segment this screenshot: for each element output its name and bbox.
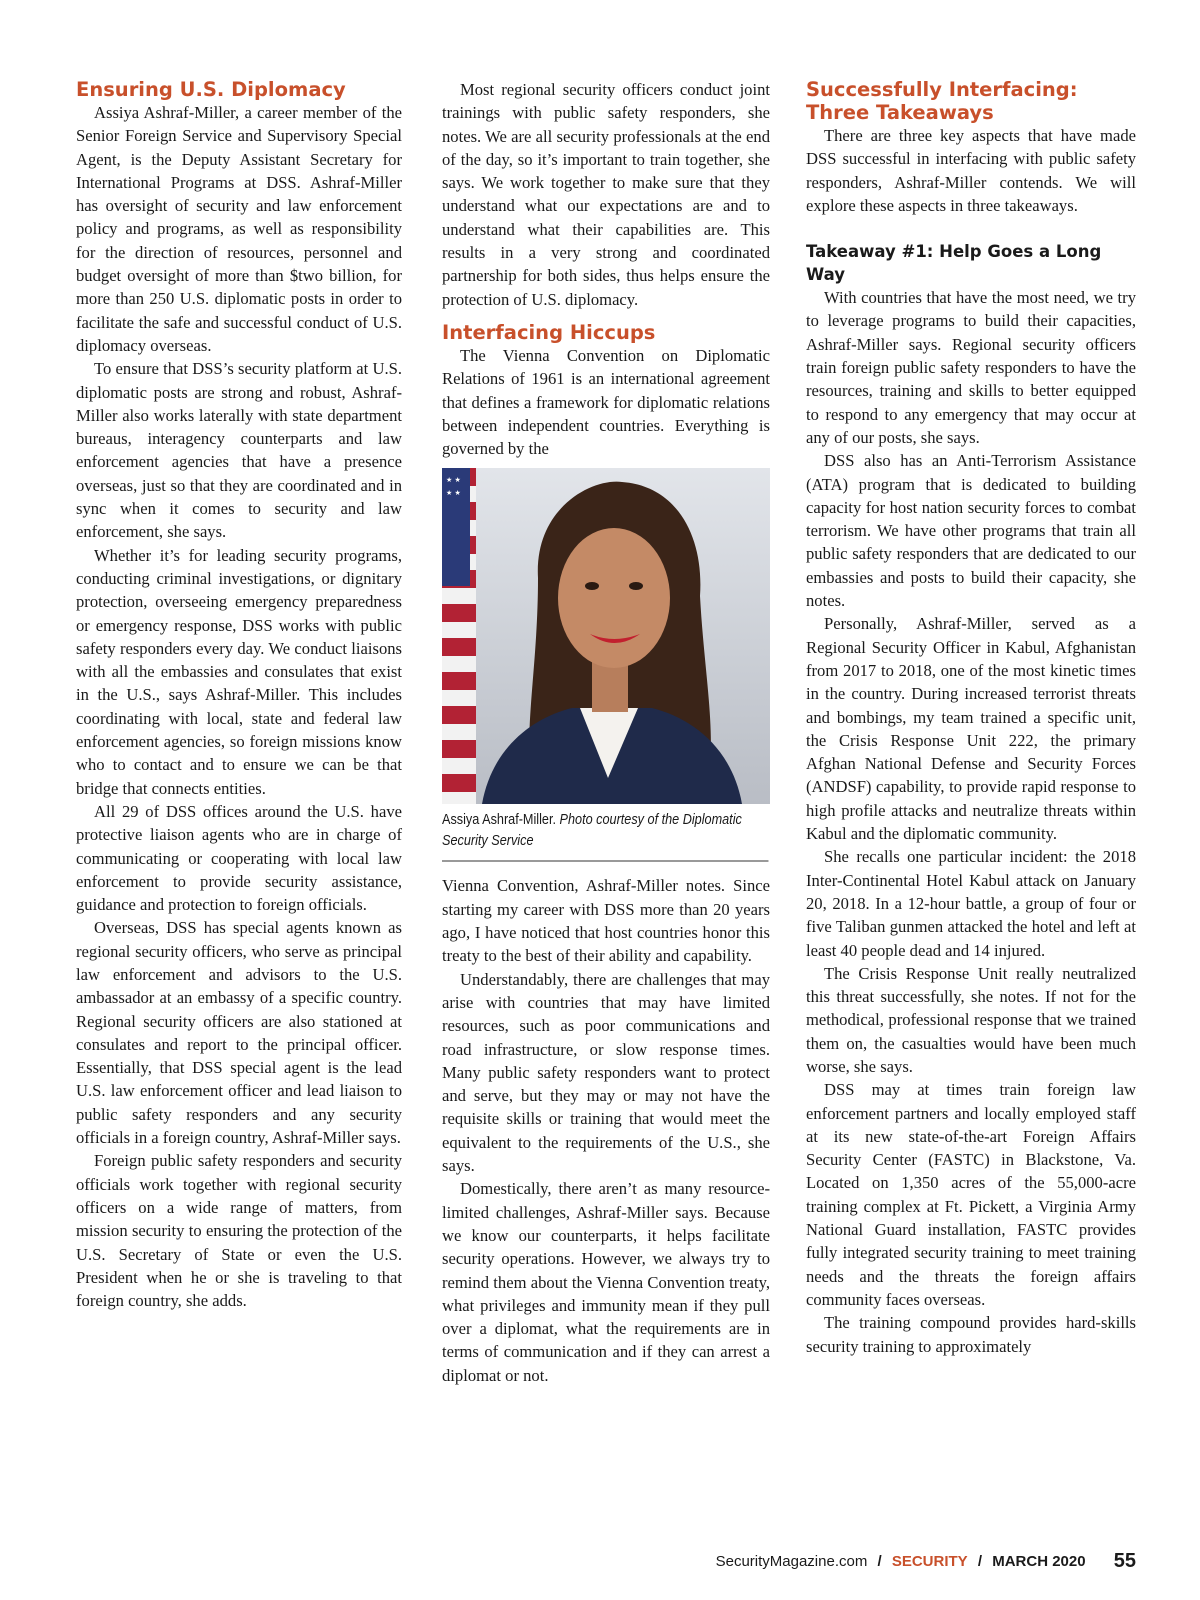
page-number: 55 <box>1113 1550 1136 1572</box>
body-paragraph: Whether it’s for leading security programs, conducting criminal investigations, or dignitary protection, overseeing emergency preparedness or emergency response, DSS works with public safety responders every day. We conduct liaisons with all the embassies and consulates that exist in the U.S., says Ashraf-Miller. This includes coordinating with local, state and federal law enforcement agencies, so foreign missions know who to contact and to ensure we can be that bridge that connects entities. <box>76 545 402 798</box>
body-paragraph: Assiya Ashraf-Miller, a career member of the Senior Foreign Service and Supervisory Special Agent, is the Deputy Assistant Secretary for International Programs at DSS. Ashraf-Miller has oversight of security and law enforcement policy and programs, as well as responsibility for the direction of resources, personnel and budget oversight of more than $two billion, for more than 250 U.S. diplomatic posts in order to facilitate the safe and successful conduct of U.S. diplomacy overseas. <box>76 103 402 355</box>
section-heading-successfully-interfacing <box>806 78 1136 124</box>
footer-magazine-name: SECURITY <box>891 1553 968 1570</box>
page-footer <box>716 1550 1136 1573</box>
body-paragraph: With countries that have the most need, we try to leverage programs to build their capacities, Ashraf-Miller says. Regional security officers train foreign public safety responders to have the resources, training and skills to better equipped to respond to any emergency that may occur at any of our posts, she says. <box>806 288 1136 447</box>
portrait-figure <box>442 468 770 862</box>
photo-caption-wrap <box>442 810 770 862</box>
body-paragraph: Foreign public safety responders and security officials work together with regional security officers on a wide range of matters, from mission security to ensuring the protection of the U.S. Secretary of State or even the U.S. President when he or she is traveling to that foreign country, she adds. <box>76 1151 402 1311</box>
section-heading-interfacing-hiccups: Interfacing Hiccups <box>442 320 656 344</box>
body-paragraph: The Crisis Response Unit really neutralized this threat successfully, she notes. If not for the methodical, professional response that we trained them on, the casualties would have been much worse, she says. <box>806 963 1136 1076</box>
person-silhouette-image <box>442 468 770 804</box>
portrait-photo <box>442 468 770 804</box>
body-paragraph: Overseas, DSS has special agents known as regional security officers, who serve as principal law enforcement and advisors to the U.S. ambassador at an embassy of a specific country. Regional security officers are also stationed at consulates and report to the principal officer. Essentially, that DSS special agent is the lead U.S. law enforcement officer and lead liaison to public safety responders and any security officials in a foreign country, Ashraf-Miller says. <box>76 918 402 1148</box>
footer-separator: / <box>877 1553 882 1570</box>
body-paragraph: Vienna Convention, Ashraf-Miller notes. Since starting my career with DSS more than 20 years ago, I have noticed that host countries honor this treaty to the best of their ability and capability. <box>442 876 770 966</box>
body-paragraph: She recalls one particular incident: the 2018 Inter-Continental Hotel Kabul attack on January 20, 2018. In a 12-hour battle, a group of four or five Taliban gunmen attacked the hotel and left at least 40 people dead and 14 injured. <box>806 847 1136 960</box>
footer-issue-date: MARCH 2020 <box>992 1553 1086 1570</box>
article-column-1 <box>76 78 402 1312</box>
article-column-3 <box>806 78 1136 1358</box>
footer-separator: / <box>977 1553 983 1570</box>
footer-site: SecurityMagazine.com <box>715 1553 868 1570</box>
body-paragraph: DSS may at times train foreign law enforcement partners and locally employed staff at its new state-of-the-art Foreign Affairs Security Center (FASTC) in Blackstone, Va. Located on 1,350 acres of the 55,000-acre training complex at Ft. Pickett, a Virginia Army National Guard installation, FASTC provides fully integrated security training to meet training needs and the threats the foreign affairs community faces overseas. <box>806 1080 1136 1309</box>
body-paragraph: Personally, Ashraf-Miller, served as a Regional Security Officer in Kabul, Afghanistan from 2017 to 2018, one of the most kinetic times in the country. During increased terrorist threats and bombings, my team trained a specific unit, the Crisis Response Unit 222, the primary Afghan National Defense and Security Forces (ANDSF) capability, to provide rapid response to high profile attacks and neutralize threats within Kabul and the diplomatic community. <box>806 614 1136 844</box>
heading-line-2: Three Takeaways <box>806 101 994 124</box>
body-paragraph: The Vienna Convention on Diplomatic Relations of 1961 is an international agreement that defines a framework for diplomatic relations between independent countries. Everything is governed by the <box>442 345 770 459</box>
body-paragraph: There are three key aspects that have made DSS successful in interfacing with public safety responders, Ashraf-Miller contends. We will explore these aspects in three takeaways. <box>806 126 1136 215</box>
heading-line-1: Successfully Interfacing: <box>806 78 1078 101</box>
section-heading-ensuring-diplomacy: Ensuring U.S. Diplomacy <box>76 78 346 101</box>
body-paragraph: DSS also has an Anti-Terrorism Assistance (ATA) program that is dedicated to building capacity for host nation security forces to combat terrorism. We have other programs that train all public safety responders that are dedicated to our embassies and posts to build their capacity, she notes. <box>806 451 1136 611</box>
body-paragraph: All 29 of DSS offices around the U.S. have protective liaison agents who are in charge of communicating or cooperating with local law enforcement to provide security assistance, guidance and protection to foreign officials. <box>76 801 402 915</box>
photo-caption <box>442 810 768 862</box>
body-paragraph: The training compound provides hard-skills security training to approximately <box>806 1313 1136 1356</box>
caption-credit: Photo courtesy of the Diplomatic Security Service <box>442 812 742 850</box>
body-paragraph: Domestically, there aren’t as many resource-limited challenges, Ashraf-Miller says. Because we know our counterparts, it helps facilitate security operations. However, we always try to remind them about the Vienna Convention treaty, what privileges and immunity mean if they pull over a diplomat, what the requirements are in terms of communication and if they can arrest a diplomat or not. <box>442 1179 770 1385</box>
caption-name: Assiya Ashraf-Miller. <box>442 812 557 829</box>
subheading-takeaway-1: Takeaway #1: Help Goes a Long Way <box>806 242 1102 285</box>
body-paragraph: Most regional security officers conduct joint trainings with public safety responders, she notes. We are all security professionals at the end of the day, so it’s important to train together, she says. We work together to make sure that they understand what our expectations are and to understand what their capabilities are. This results in a very strong and coordinated partnership for both sides, thus helps ensure the protection of U.S. diplomacy. <box>442 80 770 309</box>
body-paragraph: Understandably, there are challenges that may arise with countries that may have limited resources, such as poor communications and road infrastructure, or slow response times. Many public safety responders want to protect and serve, but they may or may not have the requisite skills or training that would meet the equivalent to the requirements of the U.S., she says. <box>442 969 770 1176</box>
article-column-2 <box>442 78 770 1387</box>
body-paragraph: To ensure that DSS’s security platform at U.S. diplomatic posts are strong and robust, Ashraf-Miller also works laterally with state department bureaus, interagency counterparts and law enforcement agencies that have a presence overseas, just so that they are coordinated and in sync when it comes to security and law enforcement, she says. <box>76 359 402 542</box>
